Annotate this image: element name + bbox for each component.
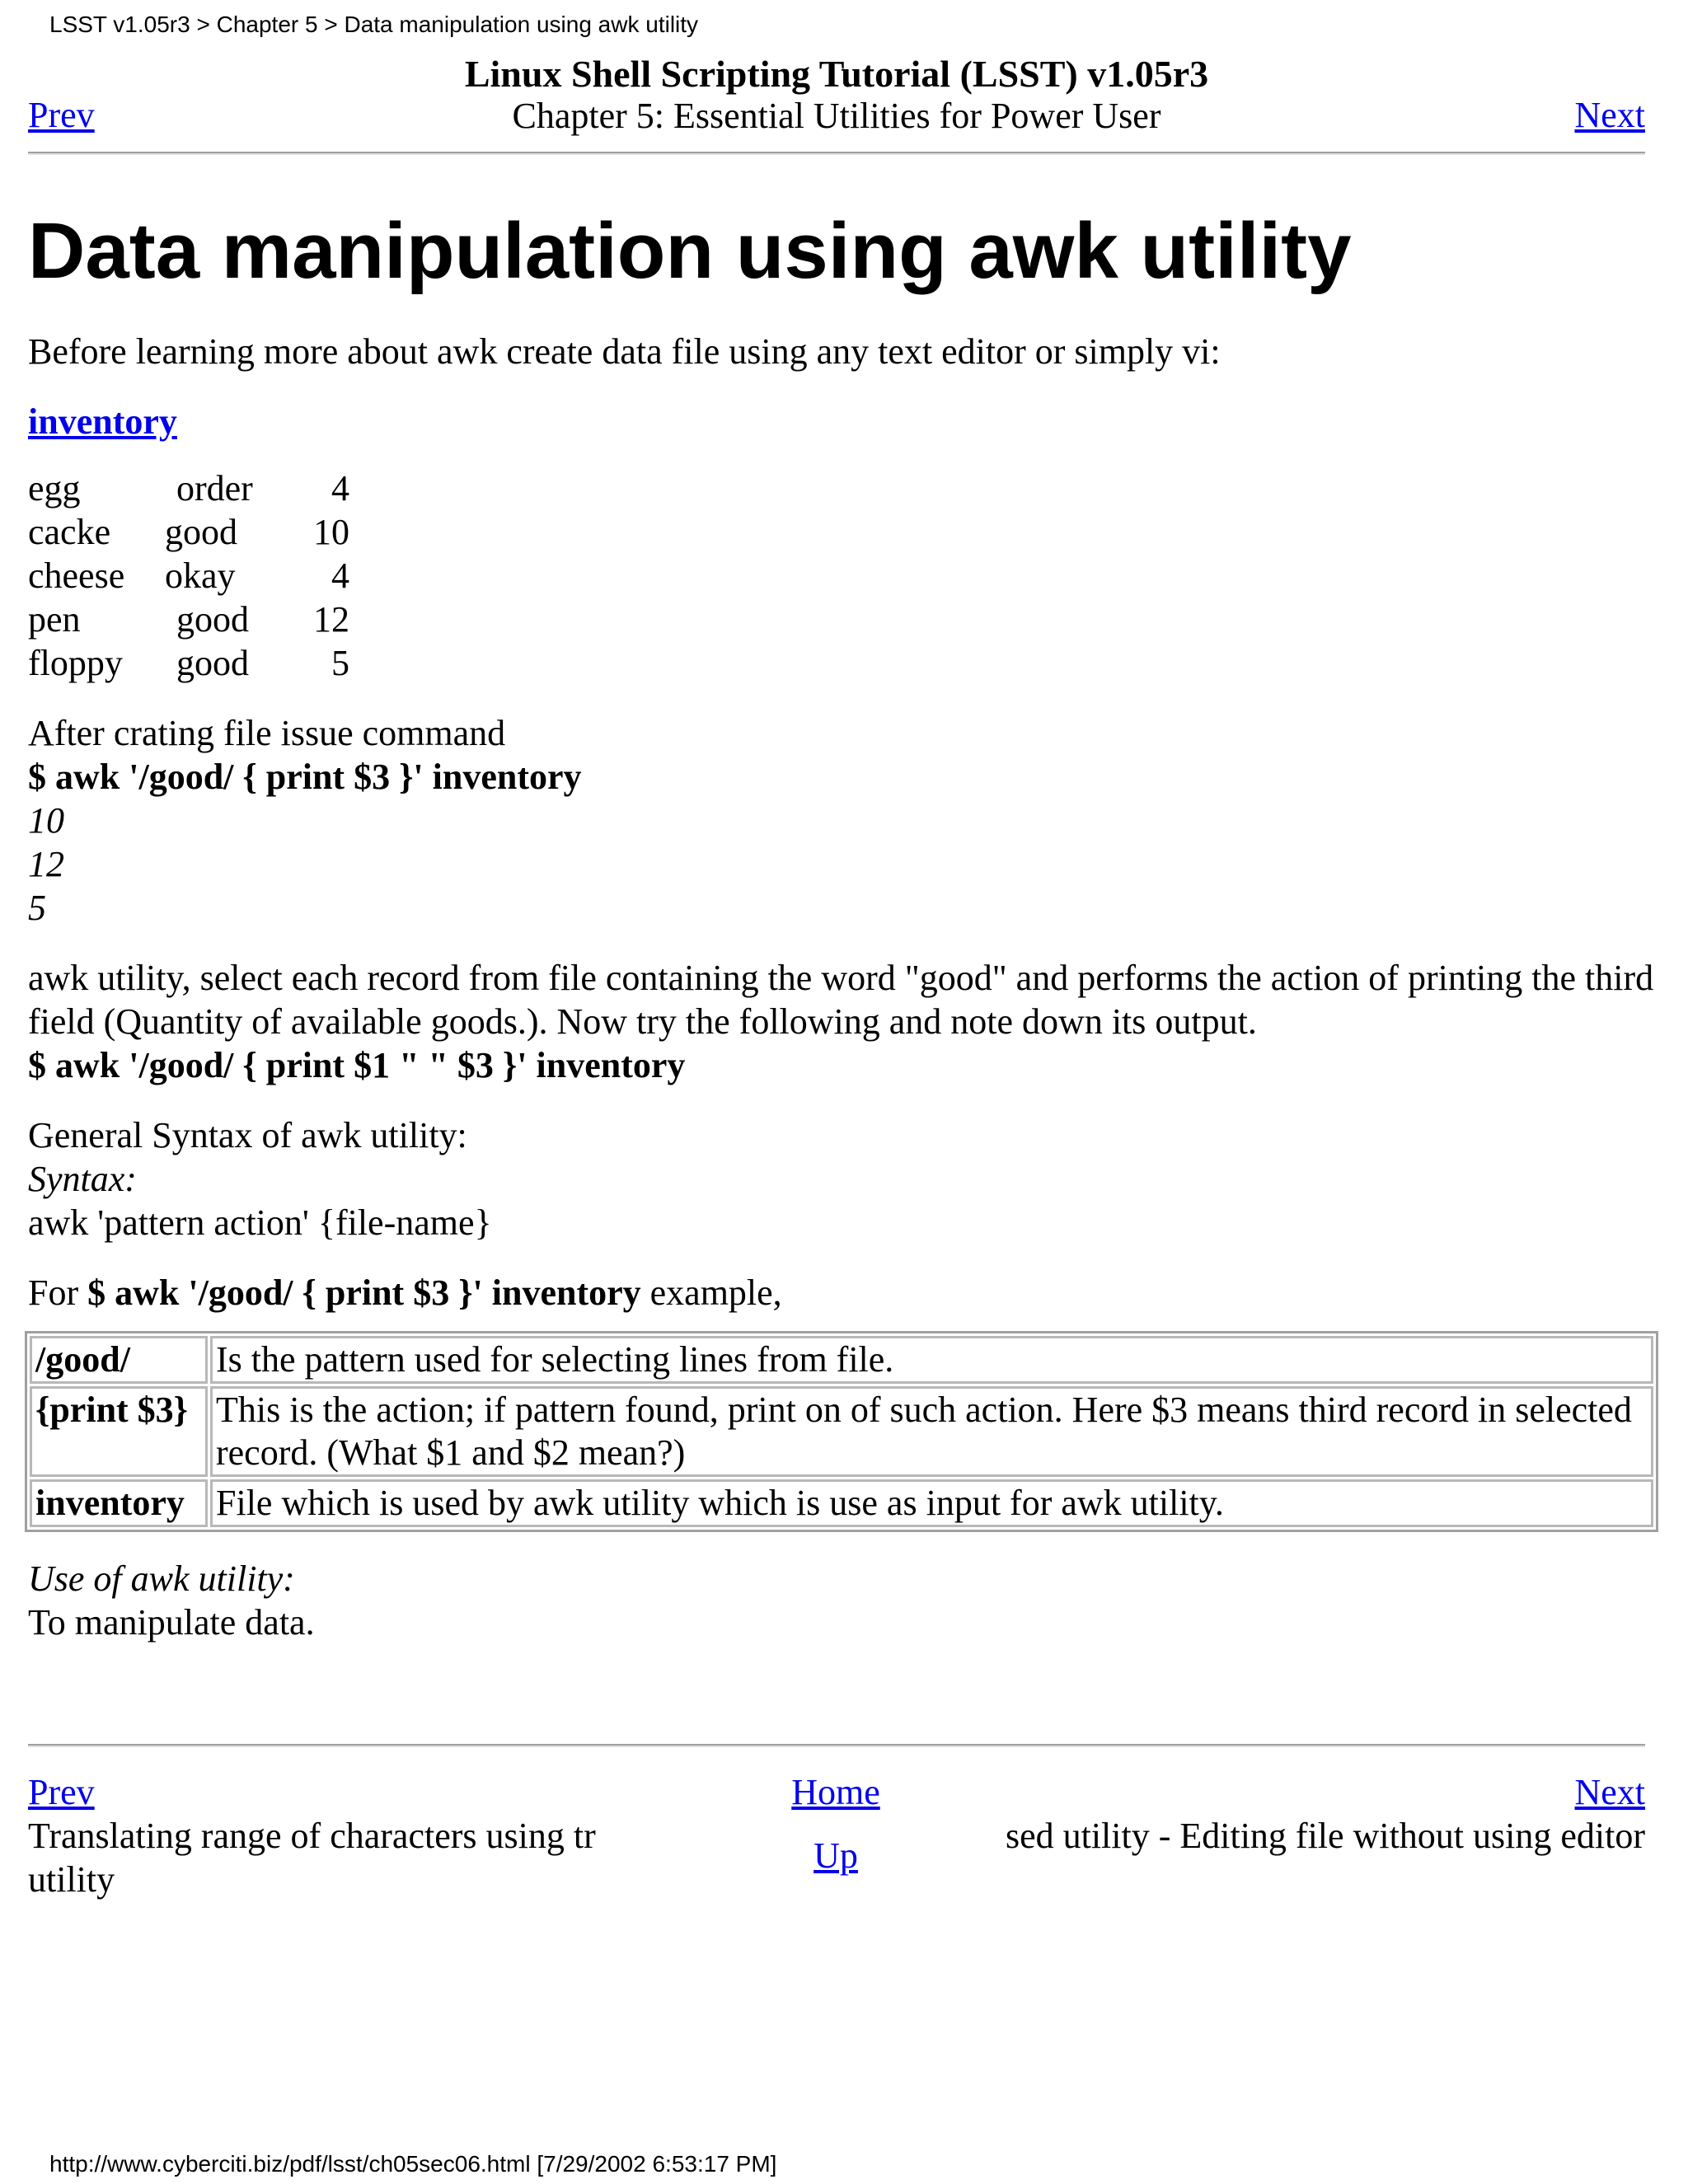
table-row (30, 1479, 1653, 1527)
inventory-data (28, 466, 349, 685)
inventory-cell: 4 (331, 468, 349, 509)
page-title: Data manipulation using awk utility (28, 207, 1352, 295)
use-label: Use of awk utility: (28, 1558, 295, 1599)
inventory-cell: good (176, 599, 249, 640)
prev-page-title: Translating range of characters using tr utility (28, 1816, 596, 1900)
inventory-row (28, 466, 349, 510)
awk-explanation-table (25, 1331, 1658, 1532)
prev-link[interactable]: Prev (28, 95, 95, 135)
header-titles (28, 53, 1645, 137)
bottom-prev-link[interactable]: Prev (28, 1772, 95, 1812)
inventory-row (28, 510, 349, 554)
table-key-cell: /good/ (30, 1336, 208, 1384)
print-header: LSST v1.05r3 > Chapter 5 > Data manipulation using awk utility (49, 12, 699, 37)
intro-text: Before learning more about awk create data file using any text editor or simply vi: (28, 331, 1221, 372)
after-text: After crating file issue command (28, 713, 506, 753)
chapter-title: Chapter 5: Essential Utilities for Power User (512, 96, 1161, 136)
command-example-2: $ awk '/good/ { print $1 " " $3 }' inventory (28, 1045, 686, 1085)
print-footer: http://www.cyberciti.biz/pdf/lsst/ch05sec06.html [7/29/2002 6:53:17 PM] (49, 2151, 777, 2177)
example-suffix: example, (649, 1272, 782, 1313)
home-up-section (753, 1770, 918, 1877)
inventory-row (28, 641, 349, 685)
top-divider (28, 152, 1645, 155)
inventory-cell: floppy (28, 643, 123, 683)
inventory-cell: 12 (313, 599, 349, 640)
up-link[interactable]: Up (814, 1835, 858, 1876)
table-desc-cell: This is the action; if pattern found, print on of such action. Here $3 means third record in selected record. (What $1 and $2 mean?) (210, 1386, 1653, 1477)
inventory-cell: good (176, 643, 249, 683)
command-example-1: $ awk '/good/ { print $3 }' inventory (28, 757, 582, 797)
next-link[interactable]: Next (1574, 95, 1645, 135)
tutorial-title: Linux Shell Scripting Tutorial (LSST) v1.05r3 (464, 53, 1209, 95)
use-text: To manipulate data. (28, 1602, 315, 1643)
syntax-label: Syntax: (28, 1159, 137, 1199)
output-line: 10 (28, 800, 64, 841)
inventory-cell: egg (28, 468, 81, 509)
table-key-cell: {print $3} (30, 1386, 208, 1477)
example-prefix: For (28, 1272, 79, 1313)
next-page-title: sed utility - Editing file without using editor (1005, 1816, 1645, 1856)
table-key-cell: inventory (30, 1479, 208, 1527)
inventory-cell: cacke (28, 512, 111, 552)
table-desc-cell: Is the pattern used for selecting lines from file. (210, 1336, 1653, 1384)
inventory-cell: okay (165, 555, 236, 596)
syntax-heading: General Syntax of awk utility: (28, 1115, 467, 1155)
next-section (986, 1770, 1645, 1858)
bottom-divider (28, 1744, 1645, 1747)
main-content (28, 206, 1660, 1671)
inventory-cell: good (165, 512, 237, 552)
output-line: 5 (28, 888, 46, 928)
table-desc-cell: File which is used by awk utility which is use as input for awk utility. (210, 1479, 1653, 1527)
inventory-cell: pen (28, 599, 81, 640)
top-navigation (28, 53, 1645, 152)
inventory-cell: cheese (28, 555, 125, 596)
inventory-cell: order (176, 468, 253, 509)
inventory-row (28, 598, 349, 641)
explain-text: awk utility, select each record from file containing the word "good" and performs the action of printing the third field (Quantity of available goods.). Now try the following and note down its output. (28, 958, 1654, 1042)
inventory-cell: 10 (313, 512, 349, 552)
table-row (30, 1336, 1653, 1384)
bottom-next-link[interactable]: Next (1574, 1772, 1645, 1812)
output-line: 12 (28, 844, 64, 884)
example-command: $ awk '/good/ { print $3 }' inventory (87, 1272, 641, 1313)
table-row (30, 1386, 1653, 1477)
inventory-row (28, 554, 349, 598)
home-link[interactable]: Home (791, 1772, 880, 1812)
prev-section (28, 1770, 687, 1901)
inventory-cell: 4 (331, 555, 349, 596)
inventory-link[interactable]: inventory (28, 401, 177, 442)
syntax-text: awk 'pattern action' {file-name} (28, 1202, 492, 1243)
inventory-cell: 5 (331, 643, 349, 683)
